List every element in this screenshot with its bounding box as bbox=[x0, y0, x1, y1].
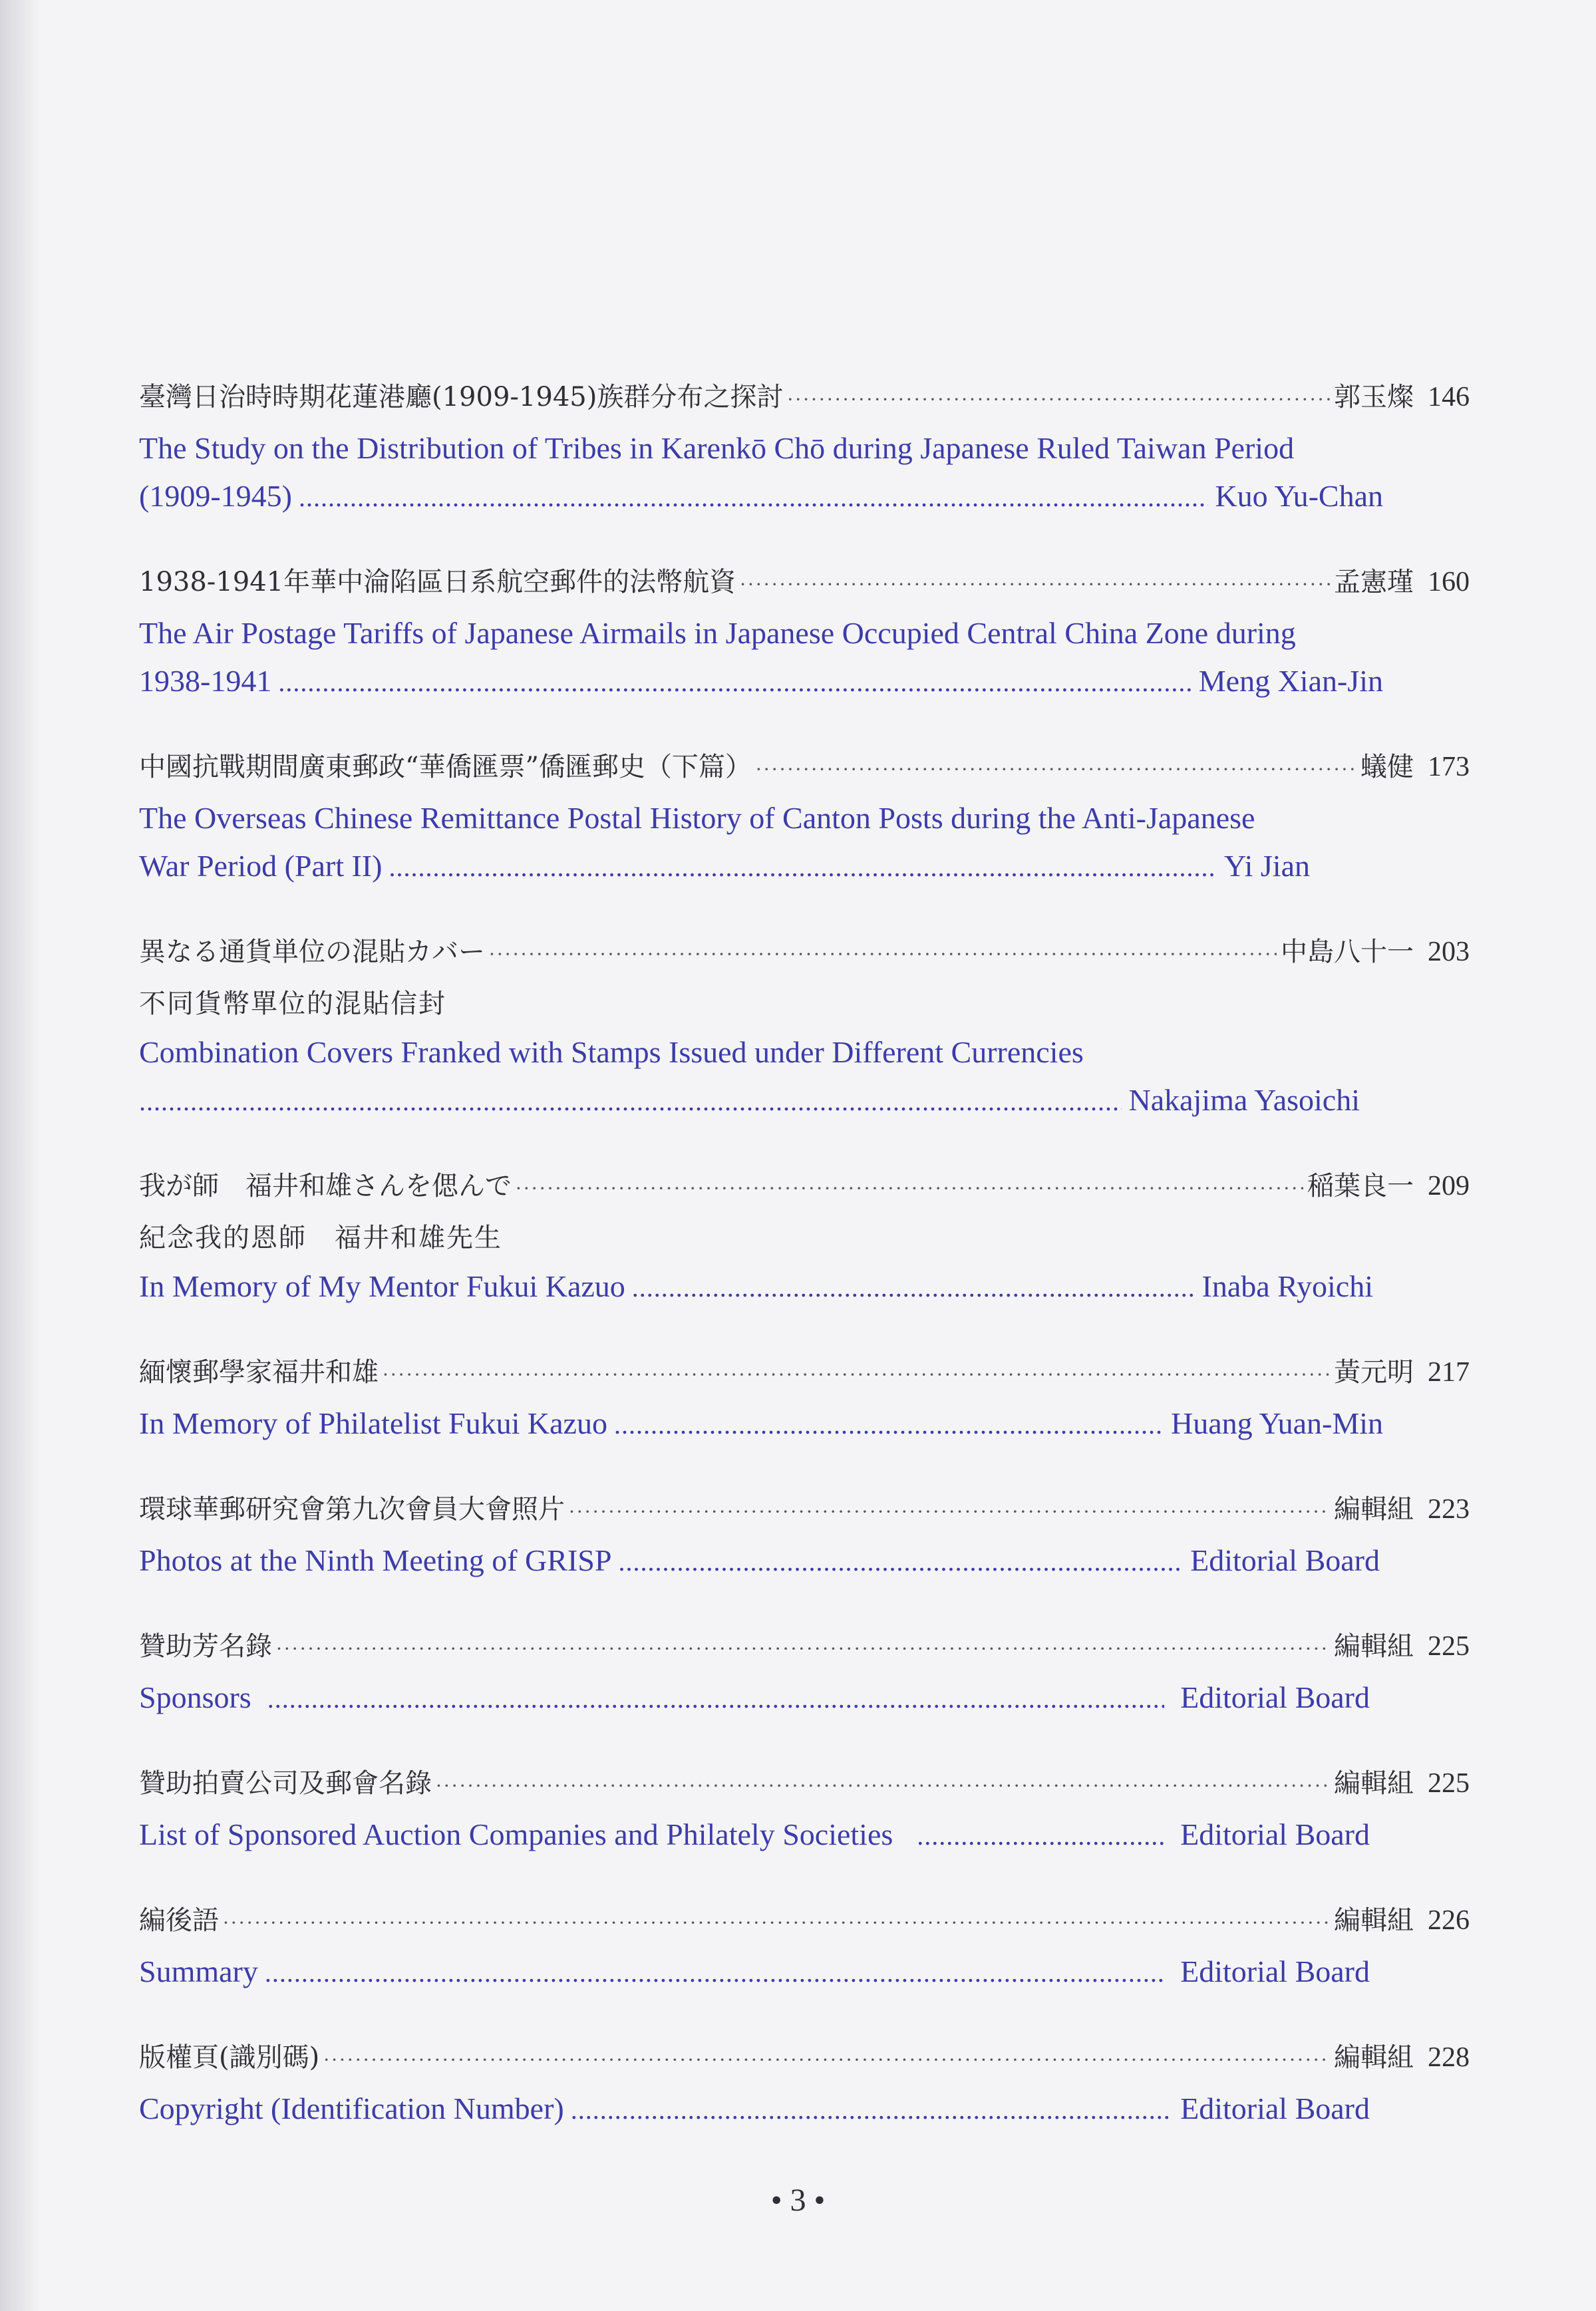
entry-author-zh: 編輯組 bbox=[1334, 2042, 1414, 2073]
entry-author-zh: 編輯組 bbox=[1334, 1631, 1414, 1662]
entry-author-zh: 編輯組 bbox=[1334, 1768, 1414, 1799]
entry-subtitle-zh: 不同貨幣單位的混貼信封 bbox=[139, 989, 446, 1019]
entry-author-en: Nakajima Yasoichi bbox=[1128, 1083, 1360, 1117]
leader-dots bbox=[389, 844, 1217, 891]
table-of-contents bbox=[139, 373, 1470, 2134]
entry-author-en: Editorial Board bbox=[1180, 2091, 1370, 2125]
entry-title-zh: 環球華郵研究會第九次會員大會照片 bbox=[139, 1494, 565, 1525]
toc-entry[interactable] bbox=[139, 1759, 1470, 1860]
entry-title-zh: 緬懷郵學家福井和雄 bbox=[139, 1357, 379, 1388]
leader-dots bbox=[618, 1538, 1184, 1586]
leader-dots bbox=[571, 2086, 1172, 2134]
entry-title-en-continued: War Period (Part II) bbox=[139, 849, 383, 883]
leader-dots bbox=[276, 1624, 1330, 1674]
entry-page-number: 228 bbox=[1428, 2042, 1470, 2073]
leader-dots bbox=[265, 1949, 1164, 1997]
leader-dots bbox=[740, 560, 1330, 609]
entry-author-en: Inaba Ryoichi bbox=[1201, 1269, 1373, 1303]
entry-author-zh: 中島八十一 bbox=[1281, 937, 1414, 967]
entry-author-en: Huang Yuan-Min bbox=[1171, 1406, 1383, 1440]
leader-dots bbox=[569, 1487, 1330, 1537]
entry-author-en: Editorial Board bbox=[1180, 1954, 1370, 1988]
entry-title-en: The Study on the Distribution of Tribes in Karenkō Chō during Japanese Ruled Taiwan Period bbox=[139, 431, 1295, 465]
entry-author-zh: 孟憲瑾 bbox=[1334, 567, 1414, 597]
entry-page-number: 146 bbox=[1428, 382, 1470, 412]
leader-dots bbox=[632, 1264, 1196, 1312]
toc-entry[interactable] bbox=[139, 2033, 1470, 2134]
leader-dots bbox=[516, 1164, 1303, 1213]
entry-author-en: Editorial Board bbox=[1190, 1543, 1380, 1577]
entry-author-zh: 黃元明 bbox=[1334, 1357, 1414, 1388]
entry-page-number: 223 bbox=[1428, 1494, 1470, 1525]
toc-entry[interactable] bbox=[139, 1896, 1470, 1997]
entry-author-zh: 編輯組 bbox=[1334, 1494, 1414, 1525]
entry-title-en: The Air Postage Tariffs of Japanese Airmails in Japanese Occupied Central China Zone during bbox=[139, 616, 1296, 650]
entry-page-number: 203 bbox=[1428, 937, 1470, 967]
entry-title-zh: 異なる通貨単位の混貼カバー bbox=[139, 937, 485, 967]
entry-title-zh: 1938-1941年華中淪陷區日系航空郵件的法幣航資 bbox=[139, 567, 736, 597]
entry-author-en: Editorial Board bbox=[1180, 1680, 1370, 1714]
toc-entry[interactable] bbox=[139, 1161, 1470, 1312]
entry-author-zh: 蟻健 bbox=[1360, 752, 1414, 782]
entry-title-en: List of Sponsored Auction Companies and Philately Societies bbox=[139, 1817, 893, 1851]
entry-page-number: 217 bbox=[1428, 1357, 1470, 1388]
entry-title-zh: 編後語 bbox=[139, 1905, 219, 1936]
leader-dots bbox=[787, 375, 1330, 424]
entry-title-en: In Memory of Philatelist Fukui Kazuo bbox=[139, 1406, 607, 1440]
entry-title-zh: 贊助拍賣公司及郵會名錄 bbox=[139, 1768, 432, 1799]
leader-dots bbox=[489, 930, 1277, 979]
entry-title-en: Combination Covers Franked with Stamps Issued under Different Currencies bbox=[139, 1035, 1084, 1069]
entry-author-zh: 郭玉燦 bbox=[1334, 382, 1414, 412]
toc-entry[interactable] bbox=[139, 1622, 1470, 1723]
entry-title-zh: 我が師 福井和雄さんを偲んで bbox=[139, 1171, 512, 1201]
page-number-footer: • 3 • bbox=[770, 2183, 826, 2218]
toc-entry[interactable] bbox=[139, 557, 1470, 706]
entry-title-zh: 贊助芳名錄 bbox=[139, 1631, 272, 1662]
entry-title-en-continued: 1938-1941 bbox=[139, 664, 272, 698]
entry-title-zh: 中國抗戰期間廣東郵政“華僑匯票”僑匯郵史（下篇） bbox=[139, 752, 752, 782]
entry-title-zh: 臺灣日治時時期花蓮港廳(1909-1945)族群分布之探討 bbox=[139, 382, 784, 412]
entry-page-number: 225 bbox=[1428, 1631, 1470, 1662]
entry-author-en: Yi Jian bbox=[1223, 849, 1310, 883]
toc-entry[interactable] bbox=[139, 927, 1470, 1126]
entry-page-number: 225 bbox=[1428, 1768, 1470, 1799]
leader-dots bbox=[756, 745, 1357, 794]
entry-title-en: Sponsors bbox=[139, 1680, 251, 1714]
leader-dots bbox=[614, 1401, 1164, 1449]
toc-entry[interactable] bbox=[139, 1348, 1470, 1449]
entry-subtitle-zh: 紀念我的恩師 福井和雄先生 bbox=[139, 1223, 502, 1253]
entry-title-zh: 版權頁(識別碼) bbox=[139, 2042, 320, 2073]
toc-entry[interactable] bbox=[139, 1485, 1470, 1586]
entry-title-en: Photos at the Ninth Meeting of GRISP bbox=[139, 1543, 612, 1577]
leader-dots bbox=[436, 1762, 1330, 1811]
leader-dots bbox=[917, 1812, 1164, 1860]
entry-author-en: Kuo Yu-Chan bbox=[1215, 479, 1383, 513]
entry-page-number: 209 bbox=[1428, 1171, 1470, 1201]
entry-page-number: 173 bbox=[1428, 752, 1470, 782]
page-edge-shadow bbox=[0, 0, 40, 2311]
leader-dots bbox=[139, 1078, 1122, 1126]
entry-title-en: In Memory of My Mentor Fukui Kazuo bbox=[139, 1269, 625, 1303]
entry-page-number: 226 bbox=[1428, 1905, 1470, 1936]
leader-dots bbox=[278, 659, 1192, 706]
entry-author-zh: 編輯組 bbox=[1334, 1905, 1414, 1936]
entry-page-number: 160 bbox=[1428, 567, 1470, 597]
leader-dots bbox=[383, 1350, 1330, 1400]
entry-title-en: Summary bbox=[139, 1954, 258, 1988]
entry-author-en: Meng Xian-Jin bbox=[1198, 664, 1383, 698]
entry-title-en: The Overseas Chinese Remittance Postal History of Canton Posts during the Anti-Japanese bbox=[139, 801, 1255, 835]
toc-entry[interactable] bbox=[139, 742, 1470, 891]
entry-title-en-continued: (1909-1945) bbox=[139, 479, 292, 513]
leader-dots bbox=[299, 474, 1208, 522]
toc-entry[interactable] bbox=[139, 373, 1470, 522]
entry-author-zh: 稲葉良一 bbox=[1307, 1171, 1414, 1201]
entry-author-en: Editorial Board bbox=[1180, 1817, 1370, 1851]
leader-dots bbox=[323, 2036, 1330, 2085]
leader-dots bbox=[267, 1675, 1164, 1723]
entry-title-en: Copyright (Identification Number) bbox=[139, 2091, 564, 2125]
leader-dots bbox=[223, 1899, 1330, 1948]
